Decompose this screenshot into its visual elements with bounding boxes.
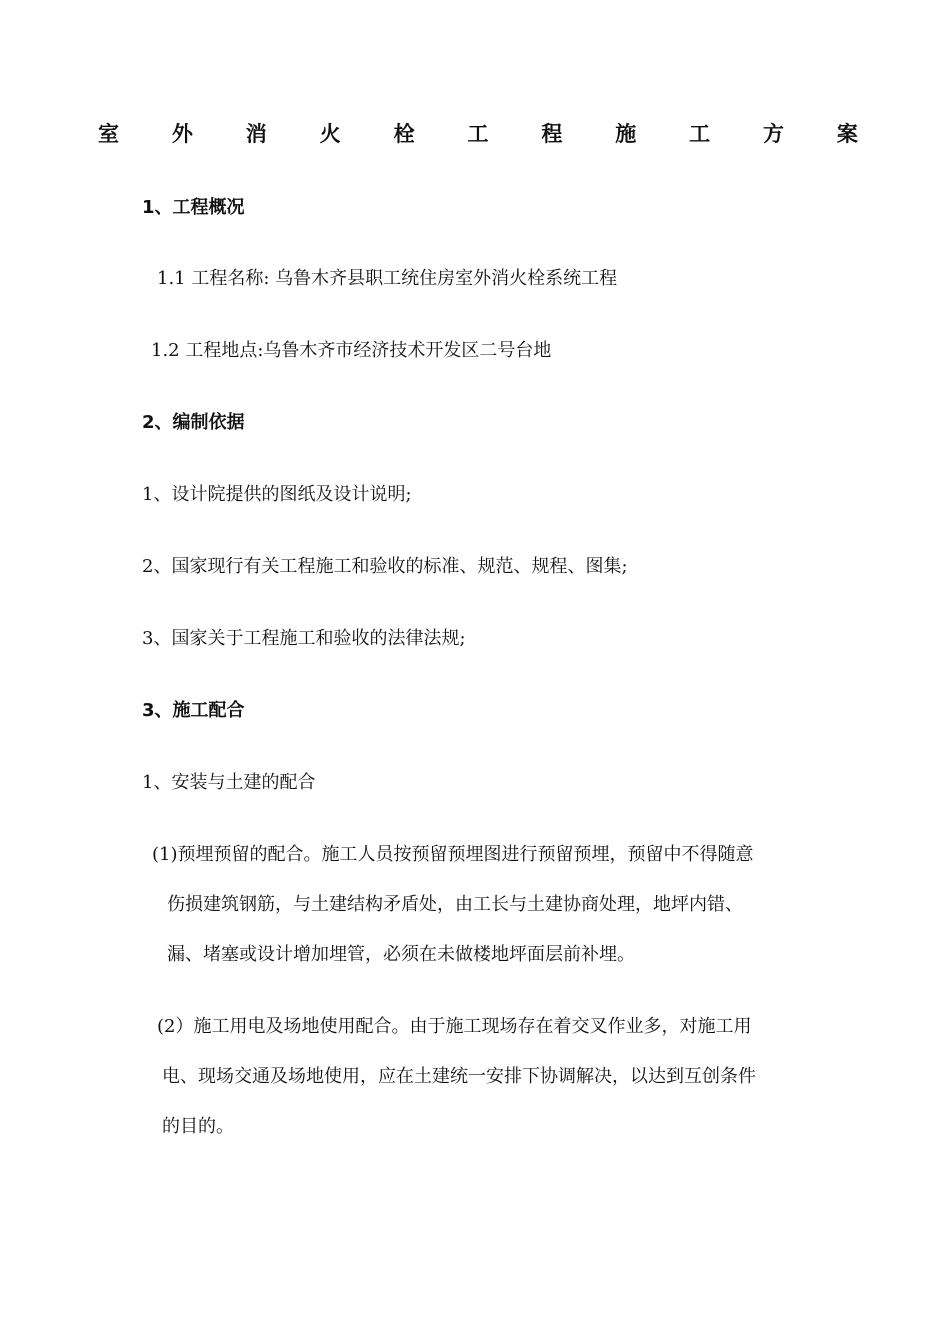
paragraph-line: 的目的。 <box>162 1116 234 1137</box>
title-char: 火 <box>319 121 341 146</box>
paragraph-line: 漏、堵塞或设计增加埋管，必须在未做楼地坪面层前补埋。 <box>167 944 635 965</box>
title-char: 室 <box>98 121 119 146</box>
title-char: 外 <box>171 121 193 146</box>
section-heading-overview: 1、工程概况 <box>142 197 245 218</box>
title-char: 施 <box>615 121 637 146</box>
title-char: 程 <box>541 121 563 146</box>
title-char: 工 <box>467 121 489 146</box>
document-title <box>98 118 858 148</box>
title-char: 工 <box>689 121 711 146</box>
basis-item: 1、设计院提供的图纸及设计说明; <box>142 484 412 505</box>
project-location: 1.2 工程地点:乌鲁木齐市经济技术开发区二号台地 <box>151 340 552 361</box>
section-heading-coordination: 3、施工配合 <box>142 700 245 721</box>
basis-item: 3、国家关于工程施工和验收的法律法规; <box>142 628 466 649</box>
title-char: 方 <box>763 121 785 146</box>
subsection-heading: 1、安装与土建的配合 <box>142 772 316 793</box>
section-heading-basis: 2、编制依据 <box>142 412 245 433</box>
title-char: 消 <box>245 121 267 146</box>
project-name: 1.1 工程名称: 乌鲁木齐县职工统住房室外消火栓系统工程 <box>157 268 618 289</box>
title-char: 栓 <box>393 121 415 146</box>
basis-item: 2、国家现行有关工程施工和验收的标准、规范、规程、图集; <box>142 556 628 577</box>
paragraph-line: 电、现场交通及场地使用，应在土建统一安排下协调解决，以达到互创条件 <box>162 1066 756 1087</box>
paragraph-line: 伤损建筑钢筋，与土建结构矛盾处，由工长与土建协商处理，地坪内错、 <box>167 894 743 915</box>
title-char: 案 <box>836 121 858 146</box>
paragraph-line: (2）施工用电及场地使用配合。由于施工现场存在着交叉作业多，对施工用 <box>157 1016 752 1037</box>
paragraph-line: (1)预埋预留的配合。施工人员按预留预埋图进行预留预埋，预留中不得随意 <box>152 844 754 865</box>
